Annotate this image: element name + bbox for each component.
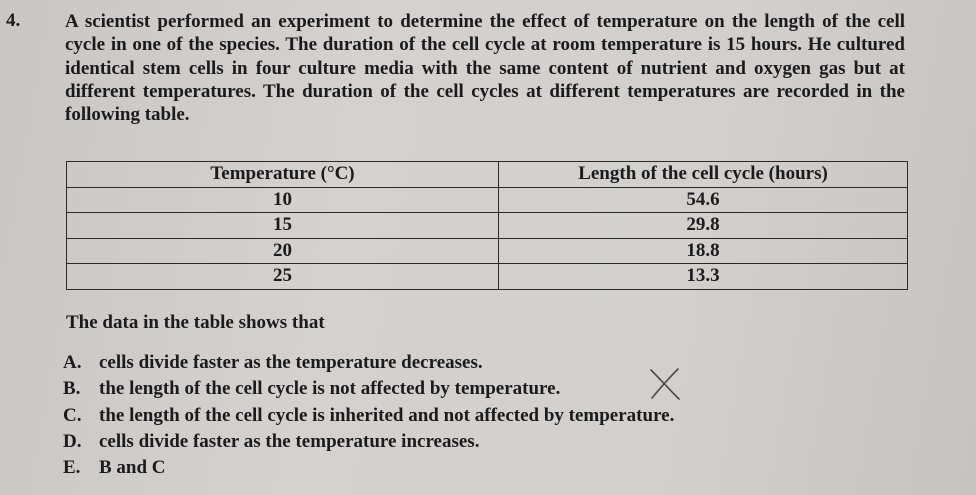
temperature-cell: 15 bbox=[67, 213, 499, 239]
option-c[interactable] bbox=[63, 405, 674, 431]
option-d[interactable] bbox=[63, 431, 674, 457]
question-number: 4. bbox=[6, 10, 21, 31]
temperature-cell: 10 bbox=[67, 187, 499, 213]
header-cell-cycle-length: Length of the cell cycle (hours) bbox=[499, 162, 908, 188]
temperature-cell: 25 bbox=[67, 264, 499, 290]
handwritten-x-icon bbox=[648, 367, 682, 401]
option-b[interactable] bbox=[63, 378, 674, 404]
option-letter: A. bbox=[63, 352, 82, 373]
option-text: the length of the cell cycle is inherited and not affected by temperature. bbox=[99, 404, 675, 426]
temperature-cell: 20 bbox=[67, 238, 499, 264]
table-header-row bbox=[67, 162, 908, 188]
option-letter: D. bbox=[63, 430, 82, 452]
cycle-length-cell: 18.8 bbox=[499, 238, 908, 264]
option-a[interactable] bbox=[63, 352, 674, 378]
cycle-length-cell: 13.3 bbox=[499, 264, 908, 290]
cycle-length-cell: 29.8 bbox=[499, 213, 908, 239]
option-text: the length of the cell cycle is not affected by temperature. bbox=[99, 378, 561, 400]
option-letter: B. bbox=[63, 378, 81, 400]
option-e[interactable] bbox=[63, 457, 674, 483]
option-text: cells divide faster as the temperature decreases. bbox=[99, 352, 483, 373]
question-lead: The data in the table shows that bbox=[66, 312, 325, 333]
option-text: cells divide faster as the temperature increases. bbox=[99, 430, 480, 452]
table-row bbox=[67, 238, 908, 264]
table-row bbox=[67, 264, 908, 290]
option-text: B and C bbox=[99, 457, 166, 479]
table-row bbox=[67, 213, 908, 239]
option-letter: C. bbox=[63, 404, 82, 426]
option-letter: E. bbox=[63, 457, 81, 479]
question-stem: A scientist performed an experiment to determine the effect of temperature on the length of the cell cycle in one of the species. The duration of the cell cycle at room temperature is 15 hours. He cultured identical stem cells in four culture media with the same content of nutrient and oxygen gas but at different temperatures. The duration of the cell cycles at different temperatures are recorded in the following table. bbox=[65, 11, 905, 126]
answer-options bbox=[63, 352, 674, 483]
table-row bbox=[67, 187, 908, 213]
header-temperature: Temperature (°C) bbox=[67, 162, 499, 188]
cycle-length-cell: 54.6 bbox=[499, 187, 908, 213]
temperature-cell-cycle-table bbox=[66, 161, 908, 290]
